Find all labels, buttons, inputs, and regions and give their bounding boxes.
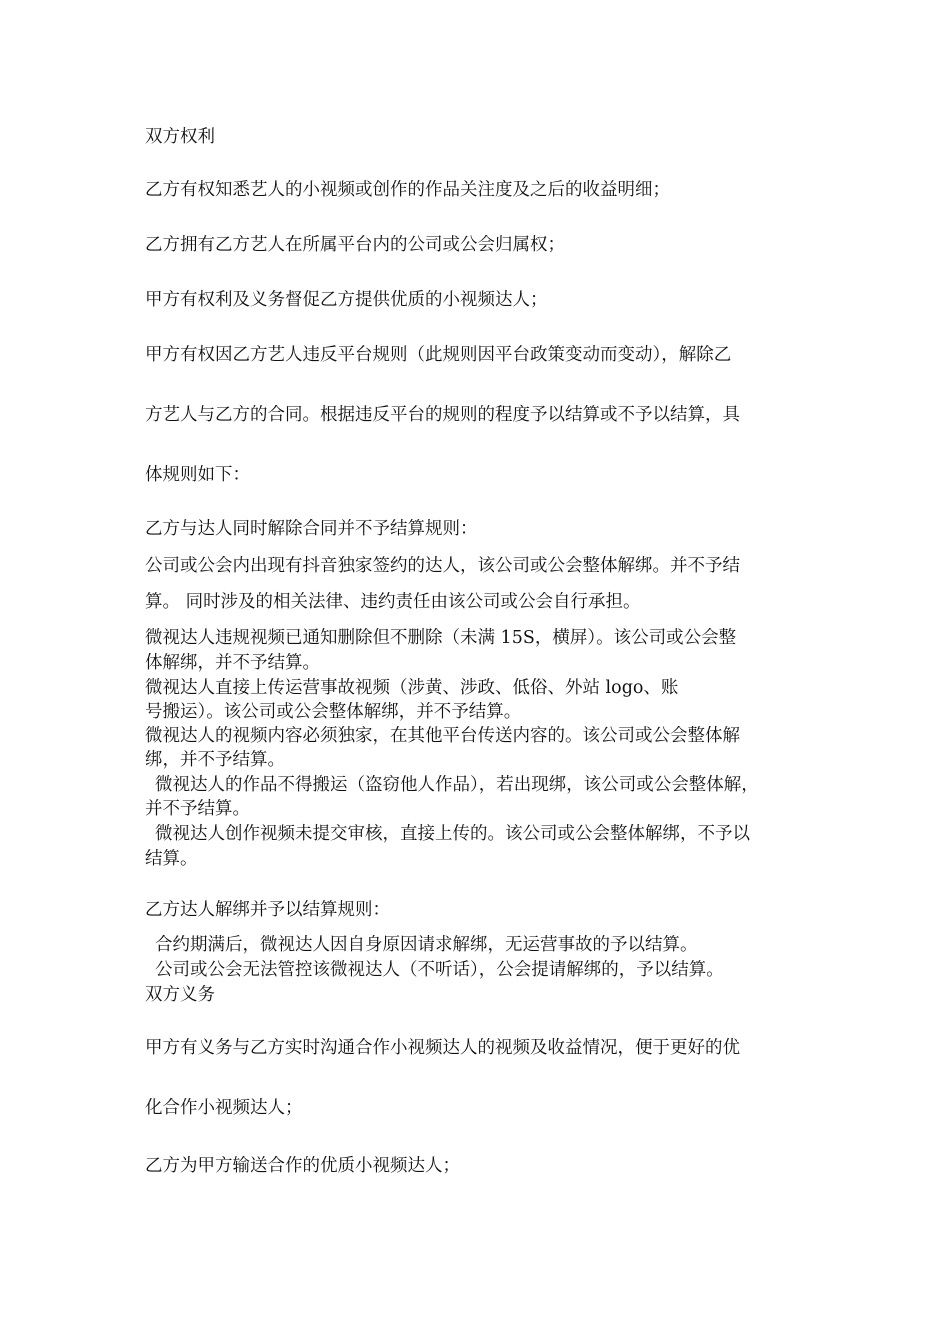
rights-paragraph: 乙方有权知悉艺人的小视频或创作的作品关注度及之后的收益明细； [145,180,670,200]
rule-line: 并不予结算。 [145,799,250,819]
rule-line: 体解绑，并不予结算。 [145,653,320,673]
rule-line: 微视达人的视频内容必须独家，在其他平台传送内容的。该公司或公会整体解 [145,726,740,746]
rights-heading: 双方权利 [145,127,215,147]
duties-paragraph: 甲方有义务与乙方实时沟通合作小视频达人的视频及收益情况，便于更好的优 [145,1038,740,1058]
rule-line: 微视达人创作视频未提交审核，直接上传的。该公司或公会整体解绑，不予以 [155,824,750,844]
duties-paragraph: 化合作小视频达人； [145,1098,303,1118]
rule-line: 公司或公会内出现有抖音独家签约的达人，该公司或公会整体解绑。并不予结 [145,556,740,576]
no-settlement-heading: 乙方与达人同时解除合同并不予结算规则： [145,519,478,539]
rights-paragraph: 方艺人与乙方的合同。根据违反平台的规则的程度予以结算或不予以结算，具 [145,405,740,425]
rights-paragraph: 甲方有权利及义务督促乙方提供优质的小视频达人； [145,290,548,310]
rule-line: 绑，并不予结算。 [145,750,285,770]
rights-paragraph: 甲方有权因乙方艺人违反平台规则（此规则因平台政策变动而变动），解除乙 [145,345,732,365]
rule-line: 微视达人直接上传运营事故视频（涉黄、涉政、低俗、外站 logo、账 [145,678,679,698]
rule-line: 号搬运）。该公司或公会整体解绑，并不予结算。 [145,702,522,722]
duties-paragraph: 乙方为甲方输送合作的优质小视频达人； [145,1156,460,1176]
duties-heading: 双方义务 [145,985,215,1005]
rights-paragraph: 乙方拥有乙方艺人在所属平台内的公司或公会归属权； [145,235,565,255]
settlement-heading: 乙方达人解绑并予以结算规则： [145,900,390,920]
rule-line: 算。 同时涉及的相关法律、违约责任由该公司或公会自行承担。 [145,592,641,612]
rule-line: 公司或公会无法管控该微视达人（不听话），公会提请解绑的，予以结算。 [155,960,724,980]
rule-line: 微视达人违规视频已通知删除但不删除（未满 15S，横屏）。该公司或公会整 [145,628,737,648]
rule-line: 合约期满后，微视达人因自身原因请求解绑，无运营事故的予以结算。 [155,935,698,955]
rights-paragraph: 体规则如下： [145,465,250,485]
rule-line: 结算。 [145,849,198,869]
rule-line: 微视达人的作品不得搬运（盗窃他人作品），若出现绑，该公司或公会整体解， [155,775,759,795]
